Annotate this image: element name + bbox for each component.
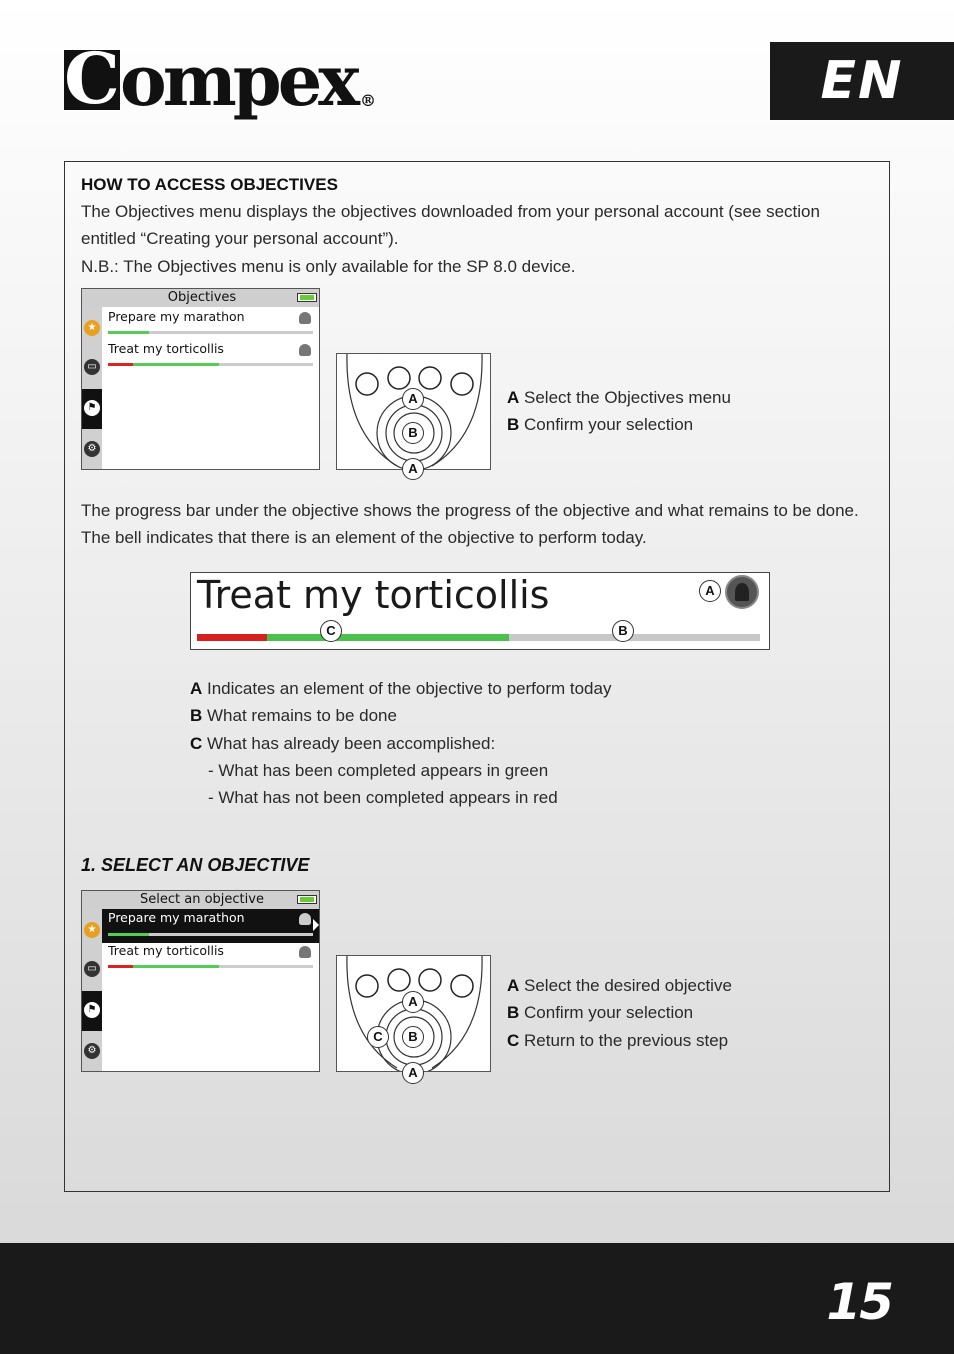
page-number: 15 [826, 1273, 892, 1331]
battery-icon [297, 293, 317, 302]
explainer-line-1: The progress bar under the objective shows the progress of the objective and what remains to be done. [81, 501, 859, 520]
sub-item: - What has been completed appears in green [208, 761, 549, 780]
language-tab: EN [770, 42, 954, 120]
progress-red [197, 634, 267, 641]
folder-icon: ▭ [84, 359, 100, 375]
progress-green [108, 933, 149, 936]
callout-b: B [402, 422, 424, 444]
legend-key: B [507, 1003, 520, 1022]
gear-icon: ⚙ [84, 1043, 100, 1059]
page-footer [0, 1243, 954, 1354]
legend-text: What remains to be done [202, 706, 397, 725]
callout-b: B [612, 620, 634, 642]
progress-green [267, 634, 509, 641]
example-progress-bar [197, 634, 760, 641]
progress-green [133, 363, 219, 366]
keypad-illustration [336, 353, 491, 470]
progress-red [108, 363, 133, 366]
objective-progress-bar [108, 933, 313, 936]
callout-c: C [320, 620, 342, 642]
callout-a: A [402, 991, 424, 1013]
registered-mark: ® [359, 91, 376, 110]
intro-line-1: The Objectives menu displays the objectives downloaded from your personal account (see section [81, 202, 820, 221]
intro-line-2: entitled “Creating your personal account”). [81, 229, 399, 248]
callout-a: A [402, 1062, 424, 1084]
bell-icon [299, 913, 311, 925]
legend-key: C [507, 1031, 520, 1050]
objective-progress-bar [108, 363, 313, 366]
legend-key: C [190, 734, 203, 753]
progress-green [108, 331, 149, 334]
legend-text: Confirm your selection [519, 1003, 694, 1022]
legend-text: Select the desired objective [519, 976, 732, 995]
legend-item [507, 972, 732, 999]
objective-item-label: Treat my torticollis [108, 943, 224, 958]
keypad-drawing [337, 956, 491, 1072]
callout-b: B [402, 1026, 424, 1048]
compex-logo [64, 37, 376, 122]
star-icon: ★ [84, 922, 100, 938]
selected-objective-row [102, 909, 320, 943]
chevron-right-icon [313, 919, 319, 931]
step-heading: 1. SELECT AN OBJECTIVE [81, 855, 310, 875]
screen-side-menu [82, 307, 102, 470]
progress-green [133, 965, 219, 968]
device-note: N.B.: The Objectives menu is only available for the SP 8.0 device. [81, 257, 576, 276]
example-title: Treat my torticollis [197, 573, 550, 617]
legend-key: A [190, 679, 203, 698]
legend-key: B [190, 706, 203, 725]
keypad-drawing [337, 354, 491, 470]
legend-item [190, 675, 611, 702]
screen-side-menu [82, 909, 102, 1072]
objectives-screen [81, 288, 320, 470]
star-icon: ★ [84, 320, 100, 336]
legend-text: Indicates an element of the objective to perform today [202, 679, 612, 698]
flag-icon: ⚑ [84, 1002, 100, 1018]
legend-key: A [507, 976, 520, 995]
screen-title: Objectives [167, 290, 237, 305]
legend-item [507, 1027, 728, 1054]
folder-icon: ▭ [84, 961, 100, 977]
section-heading: HOW TO ACCESS OBJECTIVES [81, 175, 338, 194]
keypad-illustration [336, 955, 491, 1072]
legend-item [507, 411, 693, 438]
legend-text: Confirm your selection [519, 415, 694, 434]
legend-text: Select the Objectives menu [519, 388, 731, 407]
legend-item [190, 702, 397, 729]
legend-key: A [507, 388, 520, 407]
bell-icon [299, 312, 311, 324]
objective-item-label: Prepare my marathon [108, 309, 245, 324]
gear-icon: ⚙ [84, 441, 100, 457]
objective-progress-bar [108, 965, 313, 968]
logo-text: ompex [120, 39, 356, 122]
legend-item [190, 730, 495, 757]
bell-icon [299, 344, 311, 356]
callout-a: A [699, 580, 721, 602]
objective-item-label: Prepare my marathon [108, 910, 245, 925]
callout-a: A [402, 458, 424, 480]
callout-c: C [367, 1026, 389, 1048]
legend-item [507, 384, 731, 411]
objective-progress-bar [108, 331, 313, 334]
objective-item-label: Treat my torticollis [108, 341, 224, 356]
legend-text: Return to the previous step [519, 1031, 729, 1050]
select-objective-screen [81, 890, 320, 1072]
bell-icon [725, 575, 759, 609]
legend-text: What has already been accomplished: [202, 734, 496, 753]
screen-title: Select an objective [140, 892, 264, 907]
bell-icon [299, 946, 311, 958]
legend-key: B [507, 415, 520, 434]
sub-item: - What has not been completed appears in red [208, 788, 558, 807]
explainer-line-2: The bell indicates that there is an element of the objective to perform today. [81, 528, 647, 547]
callout-a: A [402, 388, 424, 410]
legend-item [507, 999, 693, 1026]
progress-example [190, 572, 770, 650]
progress-red [108, 965, 133, 968]
logo-initial: C [64, 37, 120, 120]
battery-icon [297, 895, 317, 904]
flag-icon: ⚑ [84, 400, 100, 416]
